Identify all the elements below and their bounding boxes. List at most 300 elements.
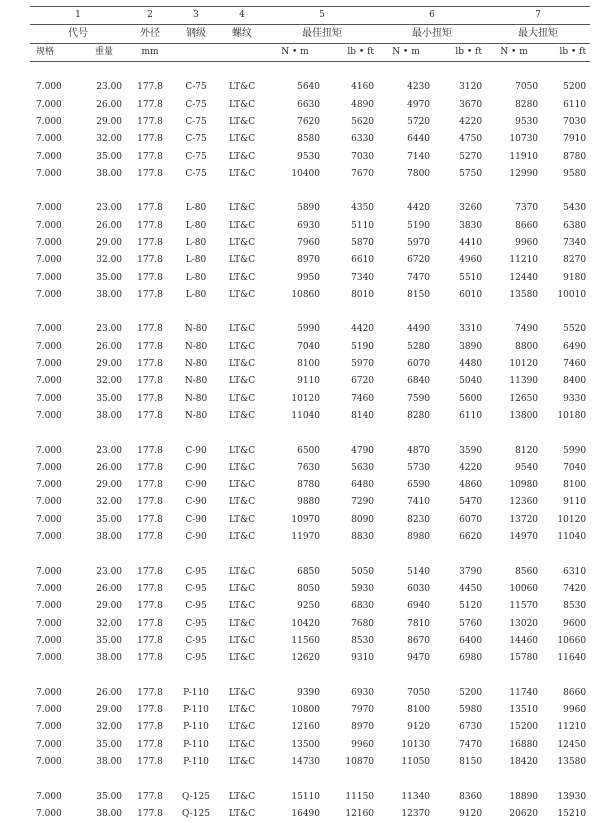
optimum-lbft-cell: 8090 [351,514,375,525]
max-lbft-cell: 7040 [563,462,587,473]
size-cell: 7.000 [36,497,62,508]
max-nm-cell: 15200 [509,722,539,733]
group-spacer [30,304,590,321]
thread-cell: LT&C [228,272,256,283]
max-nm-cell: 18420 [509,756,539,767]
optimum-nm-cell: 8970 [297,255,321,266]
max-nm-cell: 11740 [509,687,539,698]
optimum-nm-cell: 5990 [297,324,321,335]
table-row [30,581,590,598]
thread-cell: LT&C [228,359,256,370]
optimum-nm-cell: 13500 [291,739,321,750]
size-cell: 7.000 [36,324,62,335]
size-cell: 7.000 [36,116,62,127]
od-cell: 177.8 [137,756,163,767]
weight-cell: 35.00 [96,635,123,646]
thread-cell: LT&C [228,601,256,612]
optimum-lbft-cell: 6830 [351,601,375,612]
size-cell: 7.000 [36,635,62,646]
weight-cell: 26.00 [96,220,123,231]
max-lbft-cell: 7420 [563,583,587,594]
min-lbft-cell: 8150 [459,756,483,767]
min-lbft-cell: 5750 [459,168,483,179]
od-cell: 177.8 [137,532,163,543]
weight-cell: 35.00 [96,739,123,750]
max-nm-cell: 15780 [509,653,539,664]
min-nm-cell: 6030 [407,583,431,594]
grade-cell: P-110 [183,687,209,698]
thread-cell: LT&C [228,393,256,404]
max-lbft-cell: 10010 [557,289,587,300]
thread-cell: LT&C [228,116,256,127]
size-cell: 7.000 [36,601,62,612]
max-lbft-cell: 8270 [563,255,587,266]
weight-cell: 32.00 [96,376,123,387]
max-nm-cell: 14970 [509,532,539,543]
optimum-nm-cell: 9110 [297,376,321,387]
weight-cell: 38.00 [96,532,123,543]
optimum-nm-cell: 9250 [297,601,321,612]
max-lbft-cell: 8400 [563,376,587,387]
od-cell: 177.8 [137,272,163,283]
optimum-nm-cell: 10120 [291,393,321,404]
size-cell: 7.000 [36,134,62,145]
max-lbft-cell: 6110 [563,99,587,110]
table-row [30,806,590,823]
od-cell: 177.8 [137,238,163,248]
weight-cell: 29.00 [96,116,123,127]
min-nm-cell: 6940 [407,601,431,612]
od-cell: 177.8 [137,359,163,370]
od-cell: 177.8 [137,203,163,214]
mm-unit: mm [126,43,174,61]
optimum-nm-cell: 9390 [297,687,321,698]
size-cell: 7.000 [36,756,62,767]
od-cell: 177.8 [137,739,163,750]
thread-cell: LT&C [228,739,256,750]
min-nm-cell: 11050 [401,756,431,767]
grade-cell: C-75 [185,116,207,127]
table-row [30,736,590,753]
table-row [30,200,590,217]
size-cell: 7.000 [36,687,62,698]
min-nm-cell: 7800 [407,168,431,179]
grade-cell: C-75 [185,99,207,110]
col-number-6: 6 [378,7,486,25]
max-nm-cell: 12990 [509,168,539,179]
grade-cell: L-80 [185,255,207,266]
min-nm-cell: 12370 [401,808,431,819]
max-lbft-cell: 7030 [563,116,587,127]
grade-cell: L-80 [185,238,207,248]
optimum-nm-cell: 6850 [297,566,321,577]
optimum-lbft-cell: 6480 [351,480,375,491]
max-nm-cell: 13720 [509,514,539,525]
min-lbft-cell: 4450 [459,583,483,594]
optimum-lbft-cell: 8970 [351,722,375,733]
max-lbft-cell: 9600 [563,618,587,629]
optimum-lbft-cell: 4350 [351,203,375,214]
min-lbft-cell: 4860 [459,480,483,491]
thread-cell: LT&C [228,756,256,767]
optimum-nm-cell: 5890 [297,203,321,214]
min-lbft-cell: 4220 [459,462,483,473]
max-lbft-cell: 15210 [557,808,587,819]
optimum-nm-cell: 16490 [291,808,321,819]
optimum-lbft-cell: 7340 [351,272,375,283]
optimum-lbft-cell: 6610 [351,255,375,266]
grade-cell: C-90 [185,480,207,491]
od-cell: 177.8 [137,393,163,404]
weight-cell: 32.00 [96,255,123,266]
min-lbft-cell: 3120 [459,82,483,93]
min-nm-cell: 6070 [407,359,431,370]
optimum-lbft-cell: 8830 [351,532,375,543]
table-row [30,131,590,148]
size-unit: 规格 [30,43,82,61]
col-number-1: 1 [30,7,126,25]
optimum-nm-cell: 7620 [297,116,321,127]
grade-cell: N-80 [184,341,208,352]
min-lbft-cell: 6070 [459,514,483,525]
weight-cell: 32.00 [96,497,123,508]
thread-cell: LT&C [228,168,256,179]
od-cell: 177.8 [137,410,163,421]
optimum-lbft-cell: 7290 [351,497,375,508]
optimum-lbft-cell: 7970 [351,705,375,716]
min-torque-header: 最小扭矩 [378,25,486,43]
max-lbft-cell: 6380 [563,220,587,231]
max-nm-cell: 14460 [509,635,539,646]
optimum-lbft-cell: 5110 [351,220,375,231]
group-spacer [30,425,590,442]
min-nm-cell: 10130 [401,739,431,750]
max-lbft-cell: 5990 [563,445,587,456]
min-lbft-cell: 5600 [459,393,483,404]
size-cell: 7.000 [36,410,62,421]
thread-cell: LT&C [228,134,256,145]
thread-cell: LT&C [228,203,256,214]
thread-cell: LT&C [228,566,256,577]
table-row [30,114,590,131]
table-row [30,633,590,650]
table-row [30,321,590,338]
od-cell: 177.8 [137,116,163,127]
thread-cell: LT&C [228,705,256,716]
min-lbft-cell: 5980 [459,705,483,716]
optimum-lbft-cell: 4420 [351,324,375,335]
max-lbft-cell: 9110 [563,497,587,508]
optimum-lbft-cell: 4160 [351,82,375,93]
optimum-nm-cell: 7960 [297,238,321,248]
optimum-lbft-unit: lb • ft [324,43,378,61]
table-row [30,650,590,667]
max-nm-cell: 8280 [515,99,539,110]
table-row [30,339,590,356]
thread-cell: LT&C [228,722,256,733]
min-nm-cell: 7050 [407,687,431,698]
min-lbft-cell: 4750 [459,134,483,145]
min-lbft-cell: 5200 [459,687,483,698]
max-torque-header: 最大扭矩 [486,25,590,43]
optimum-nm-cell: 10420 [291,618,321,629]
grade-cell: C-75 [185,82,207,93]
grade-cell: N-80 [184,393,208,404]
table-body [30,61,590,823]
min-nm-cell: 4870 [407,445,431,456]
max-lbft-cell: 13580 [557,756,587,767]
torque-table [30,6,590,823]
optimum-nm-cell: 9950 [297,272,321,283]
table-row [30,788,590,805]
optimum-lbft-cell: 10870 [345,756,375,767]
size-cell: 7.000 [36,255,62,266]
min-nm-cell: 4490 [407,324,431,335]
od-header: 外径 [126,25,174,43]
table-row [30,235,590,252]
min-nm-unit: N • m [378,43,434,61]
min-lbft-cell: 3310 [459,324,483,335]
max-nm-cell: 7490 [515,324,539,335]
max-nm-unit: N • m [486,43,542,61]
optimum-lbft-cell: 7460 [351,393,375,404]
od-cell: 177.8 [137,445,163,456]
table-row [30,494,590,511]
max-lbft-cell: 11640 [557,653,587,664]
optimum-nm-cell: 14730 [291,756,321,767]
min-nm-cell: 8980 [407,532,431,543]
grade-cell: P-110 [183,705,209,716]
size-cell: 7.000 [36,722,62,733]
max-lbft-cell: 8530 [563,601,587,612]
min-nm-cell: 5720 [407,116,431,127]
table-row [30,218,590,235]
min-nm-cell: 7810 [407,618,431,629]
max-lbft-cell: 7910 [563,134,587,145]
od-cell: 177.8 [137,618,163,629]
weight-cell: 29.00 [96,238,123,248]
thread-cell: LT&C [228,376,256,387]
optimum-lbft-cell: 7030 [351,151,375,162]
optimum-nm-unit: N • m [266,43,324,61]
optimum-nm-cell: 6930 [297,220,321,231]
od-cell: 177.8 [137,289,163,300]
grade-cell: N-80 [184,410,208,421]
optimum-lbft-cell: 9960 [351,739,375,750]
od-cell: 177.8 [137,99,163,110]
optimum-nm-cell: 11970 [291,532,321,543]
size-cell: 7.000 [36,566,62,577]
table-row [30,408,590,425]
size-cell: 7.000 [36,272,62,283]
table-row [30,252,590,269]
table-row [30,719,590,736]
table-row [30,96,590,113]
od-cell: 177.8 [137,653,163,664]
weight-cell: 35.00 [96,514,123,525]
optimum-lbft-cell: 6330 [351,134,375,145]
optimum-lbft-cell: 5930 [351,583,375,594]
od-cell: 177.8 [137,722,163,733]
thread-cell: LT&C [228,410,256,421]
min-lbft-cell: 3890 [459,341,483,352]
weight-cell: 38.00 [96,808,123,819]
max-nm-cell: 8120 [515,445,539,456]
table-row [30,460,590,477]
max-lbft-cell: 5200 [563,82,587,93]
col-number-5: 5 [266,7,378,25]
min-nm-cell: 5970 [407,238,431,248]
optimum-nm-cell: 7630 [297,462,321,473]
optimum-nm-cell: 11040 [291,410,321,421]
min-lbft-cell: 5470 [459,497,483,508]
col-number-7: 7 [486,7,590,25]
min-nm-cell: 5190 [407,220,431,231]
max-nm-cell: 10120 [509,359,539,370]
grade-cell: P-110 [183,722,209,733]
size-cell: 7.000 [36,791,62,802]
max-nm-cell: 9530 [515,116,539,127]
size-cell: 7.000 [36,808,62,819]
min-lbft-cell: 8360 [459,791,483,802]
max-lbft-cell: 6310 [563,566,587,577]
max-nm-cell: 8560 [515,566,539,577]
min-nm-cell: 7590 [407,393,431,404]
weight-cell: 38.00 [96,289,123,300]
max-lbft-cell: 8100 [563,480,587,491]
min-nm-cell: 5730 [407,462,431,473]
max-lbft-cell: 9180 [563,272,587,283]
table-row [30,148,590,165]
optimum-nm-cell: 8780 [297,480,321,491]
table-row [30,702,590,719]
size-cell: 7.000 [36,341,62,352]
max-nm-cell: 11210 [509,255,539,266]
min-nm-cell: 6440 [407,134,431,145]
size-cell: 7.000 [36,618,62,629]
max-nm-cell: 9540 [515,462,539,473]
max-nm-cell: 8660 [515,220,539,231]
thread-cell: LT&C [228,445,256,456]
optimum-nm-cell: 10970 [291,514,321,525]
grade-cell: N-80 [184,359,208,370]
min-nm-cell: 5140 [407,566,431,577]
optimum-lbft-cell: 5870 [351,238,375,248]
size-cell: 7.000 [36,514,62,525]
min-nm-cell: 6590 [407,480,431,491]
od-cell: 177.8 [137,134,163,145]
max-nm-cell: 13020 [509,618,539,629]
min-lbft-cell: 3790 [459,566,483,577]
min-nm-cell: 11340 [401,791,431,802]
max-lbft-unit: lb • ft [542,43,590,61]
max-lbft-cell: 12450 [557,739,587,750]
optimum-lbft-cell: 4890 [351,99,375,110]
od-cell: 177.8 [137,220,163,231]
table-row [30,356,590,373]
size-cell: 7.000 [36,238,62,248]
min-nm-cell: 4230 [407,82,431,93]
grade-cell: C-90 [185,445,207,456]
min-lbft-cell: 5270 [459,151,483,162]
size-cell: 7.000 [36,151,62,162]
optimum-lbft-cell: 5190 [351,341,375,352]
thread-cell: LT&C [228,462,256,473]
size-cell: 7.000 [36,705,62,716]
grade-cell: C-90 [185,514,207,525]
max-nm-cell: 10060 [509,583,539,594]
thread-cell: LT&C [228,514,256,525]
max-nm-cell: 12650 [509,393,539,404]
max-nm-cell: 12440 [509,272,539,283]
optimum-nm-cell: 10800 [291,705,321,716]
min-nm-cell: 8280 [407,410,431,421]
weight-cell: 26.00 [96,99,123,110]
max-lbft-cell: 10180 [557,410,587,421]
od-cell: 177.8 [137,376,163,387]
optimum-lbft-cell: 5630 [351,462,375,473]
od-cell: 177.8 [137,324,163,335]
weight-cell: 38.00 [96,756,123,767]
thread-cell: LT&C [228,480,256,491]
optimum-lbft-cell: 5970 [351,359,375,370]
weight-cell: 32.00 [96,722,123,733]
min-nm-cell: 9470 [407,653,431,664]
min-lbft-cell: 5040 [459,376,483,387]
group-spacer [30,667,590,684]
grade-cell: C-95 [185,653,207,664]
od-cell: 177.8 [137,705,163,716]
weight-cell: 35.00 [96,393,123,404]
grade-cell: P-110 [183,756,209,767]
weight-cell: 23.00 [96,566,123,577]
table-row [30,529,590,546]
optimum-nm-cell: 11560 [291,635,321,646]
min-nm-cell: 8150 [407,289,431,300]
min-nm-cell: 5280 [407,341,431,352]
od-cell: 177.8 [137,341,163,352]
table-row [30,615,590,632]
min-lbft-cell: 4220 [459,116,483,127]
optimum-nm-cell: 5640 [297,82,321,93]
size-cell: 7.000 [36,99,62,110]
weight-cell: 23.00 [96,445,123,456]
max-nm-cell: 11390 [509,376,539,387]
min-lbft-cell: 4480 [459,359,483,370]
od-cell: 177.8 [137,82,163,93]
optimum-nm-cell: 6630 [297,99,321,110]
min-lbft-cell: 3590 [459,445,483,456]
weight-cell: 38.00 [96,653,123,664]
grade-cell: L-80 [185,272,207,283]
max-nm-cell: 8800 [515,341,539,352]
weight-cell: 23.00 [96,203,123,214]
table-row [30,564,590,581]
max-lbft-cell: 8780 [563,151,587,162]
thread-cell: LT&C [228,151,256,162]
weight-cell: 35.00 [96,272,123,283]
min-nm-cell: 7470 [407,272,431,283]
min-lbft-cell: 9120 [459,808,483,819]
size-cell: 7.000 [36,480,62,491]
table-row [30,269,590,286]
thread-cell: LT&C [228,618,256,629]
max-lbft-cell: 11040 [557,532,587,543]
max-lbft-cell: 5520 [563,324,587,335]
weight-cell: 26.00 [96,583,123,594]
thread-cell: LT&C [228,220,256,231]
max-nm-cell: 13510 [509,705,539,716]
